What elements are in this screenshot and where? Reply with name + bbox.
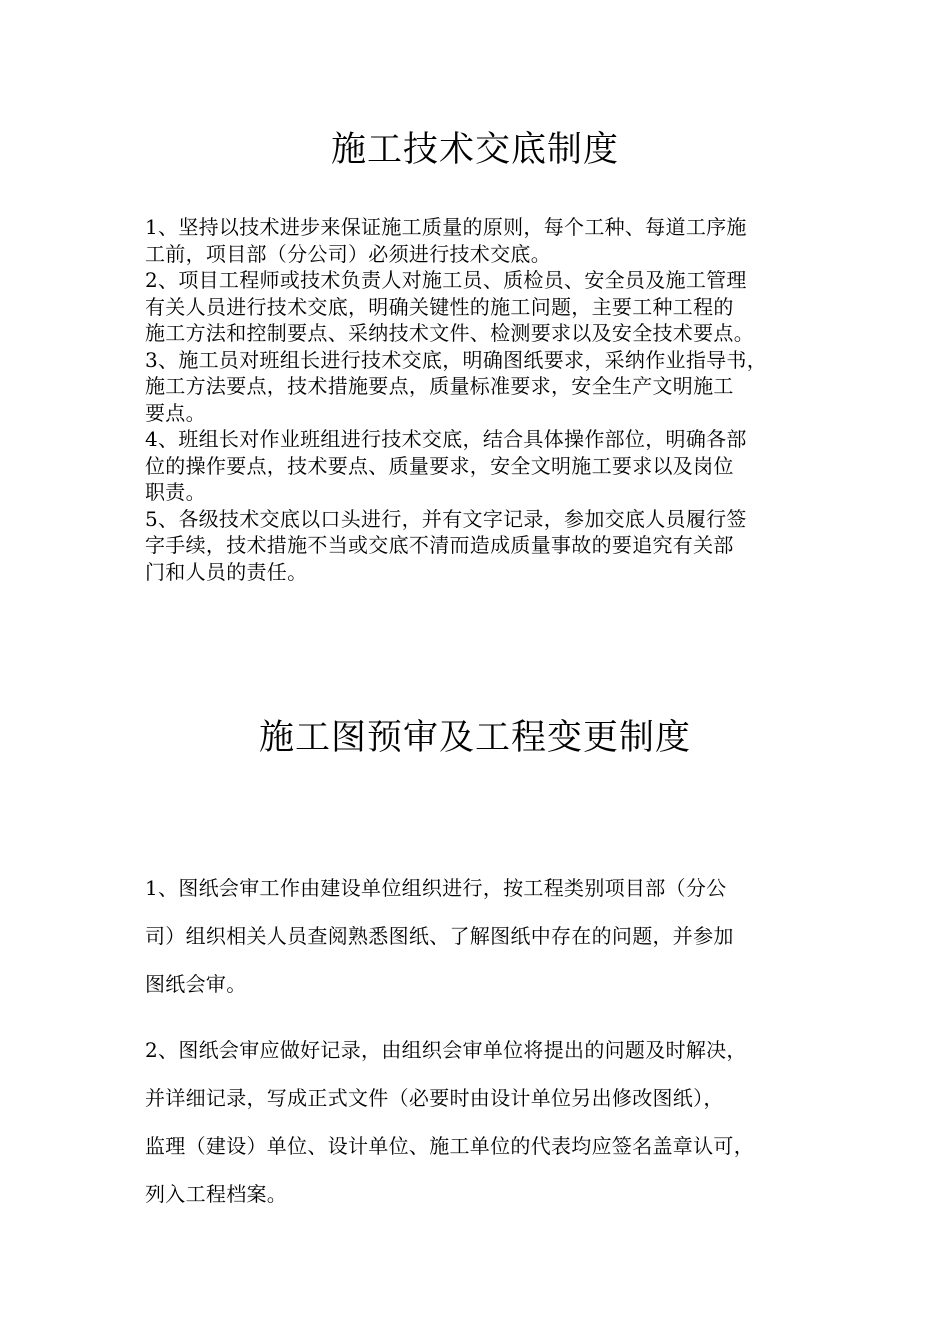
section-title-construction-briefing: 施工技术交底制度 <box>330 130 619 170</box>
section-body-drawing-review <box>145 864 825 1218</box>
section-title-drawing-review: 施工图预审及工程变更制度 <box>258 718 691 758</box>
paragraph-item: 4、班组长对作业班组进行技术交底，结合具体操作部位，明确各部 位的操作要点，技术要点、质量要求，安全文明施工要求以及岗位 职责。 <box>145 427 747 504</box>
paragraph-item: 2、图纸会审应做好记录，由组织会审单位将提出的问题及时解决， 并详细记录，写成正式文件（必要时由设计单位另出修改图纸）， 监理（建设）单位、设计单位、施工单位的代表均应签名盖章认可， 列入工程档案。 <box>145 1038 754 1206</box>
paragraph-item: 1、坚持以技术进步来保证施工质量的原则，每个工种、每道工序施 工前，项目部（分公司）必须进行技术交底。 <box>145 215 747 266</box>
paragraph-item: 2、项目工程师或技术负责人对施工员、质检员、安全员及施工管理 有关人员进行技术交底，明确关键性的施工问题，主要工种工程的 施工方法和控制要点、采纳技术文件、检测要求以及安全技术要点。 <box>145 268 754 345</box>
paragraph-item: 5、各级技术交底以口头进行，并有文字记录，参加交底人员履行签 字手续，技术措施不当或交底不清而造成质量事故的要追究有关部 门和人员的责任。 <box>145 506 747 584</box>
paragraph-item: 1、图纸会审工作由建设单位组织进行，按工程类别项目部（分公 司）组织相关人员查阅熟悉图纸、了解图纸中存在的问题，并参加 图纸会审。 <box>145 876 734 996</box>
section-body-construction-briefing <box>145 214 813 585</box>
paragraph-item: 3、施工员对班组长进行技术交底，明确图纸要求，采纳作业指导书， 施工方法要点，技术措施要点，质量标准要求，安全生产文明施工 要点。 <box>145 347 768 425</box>
